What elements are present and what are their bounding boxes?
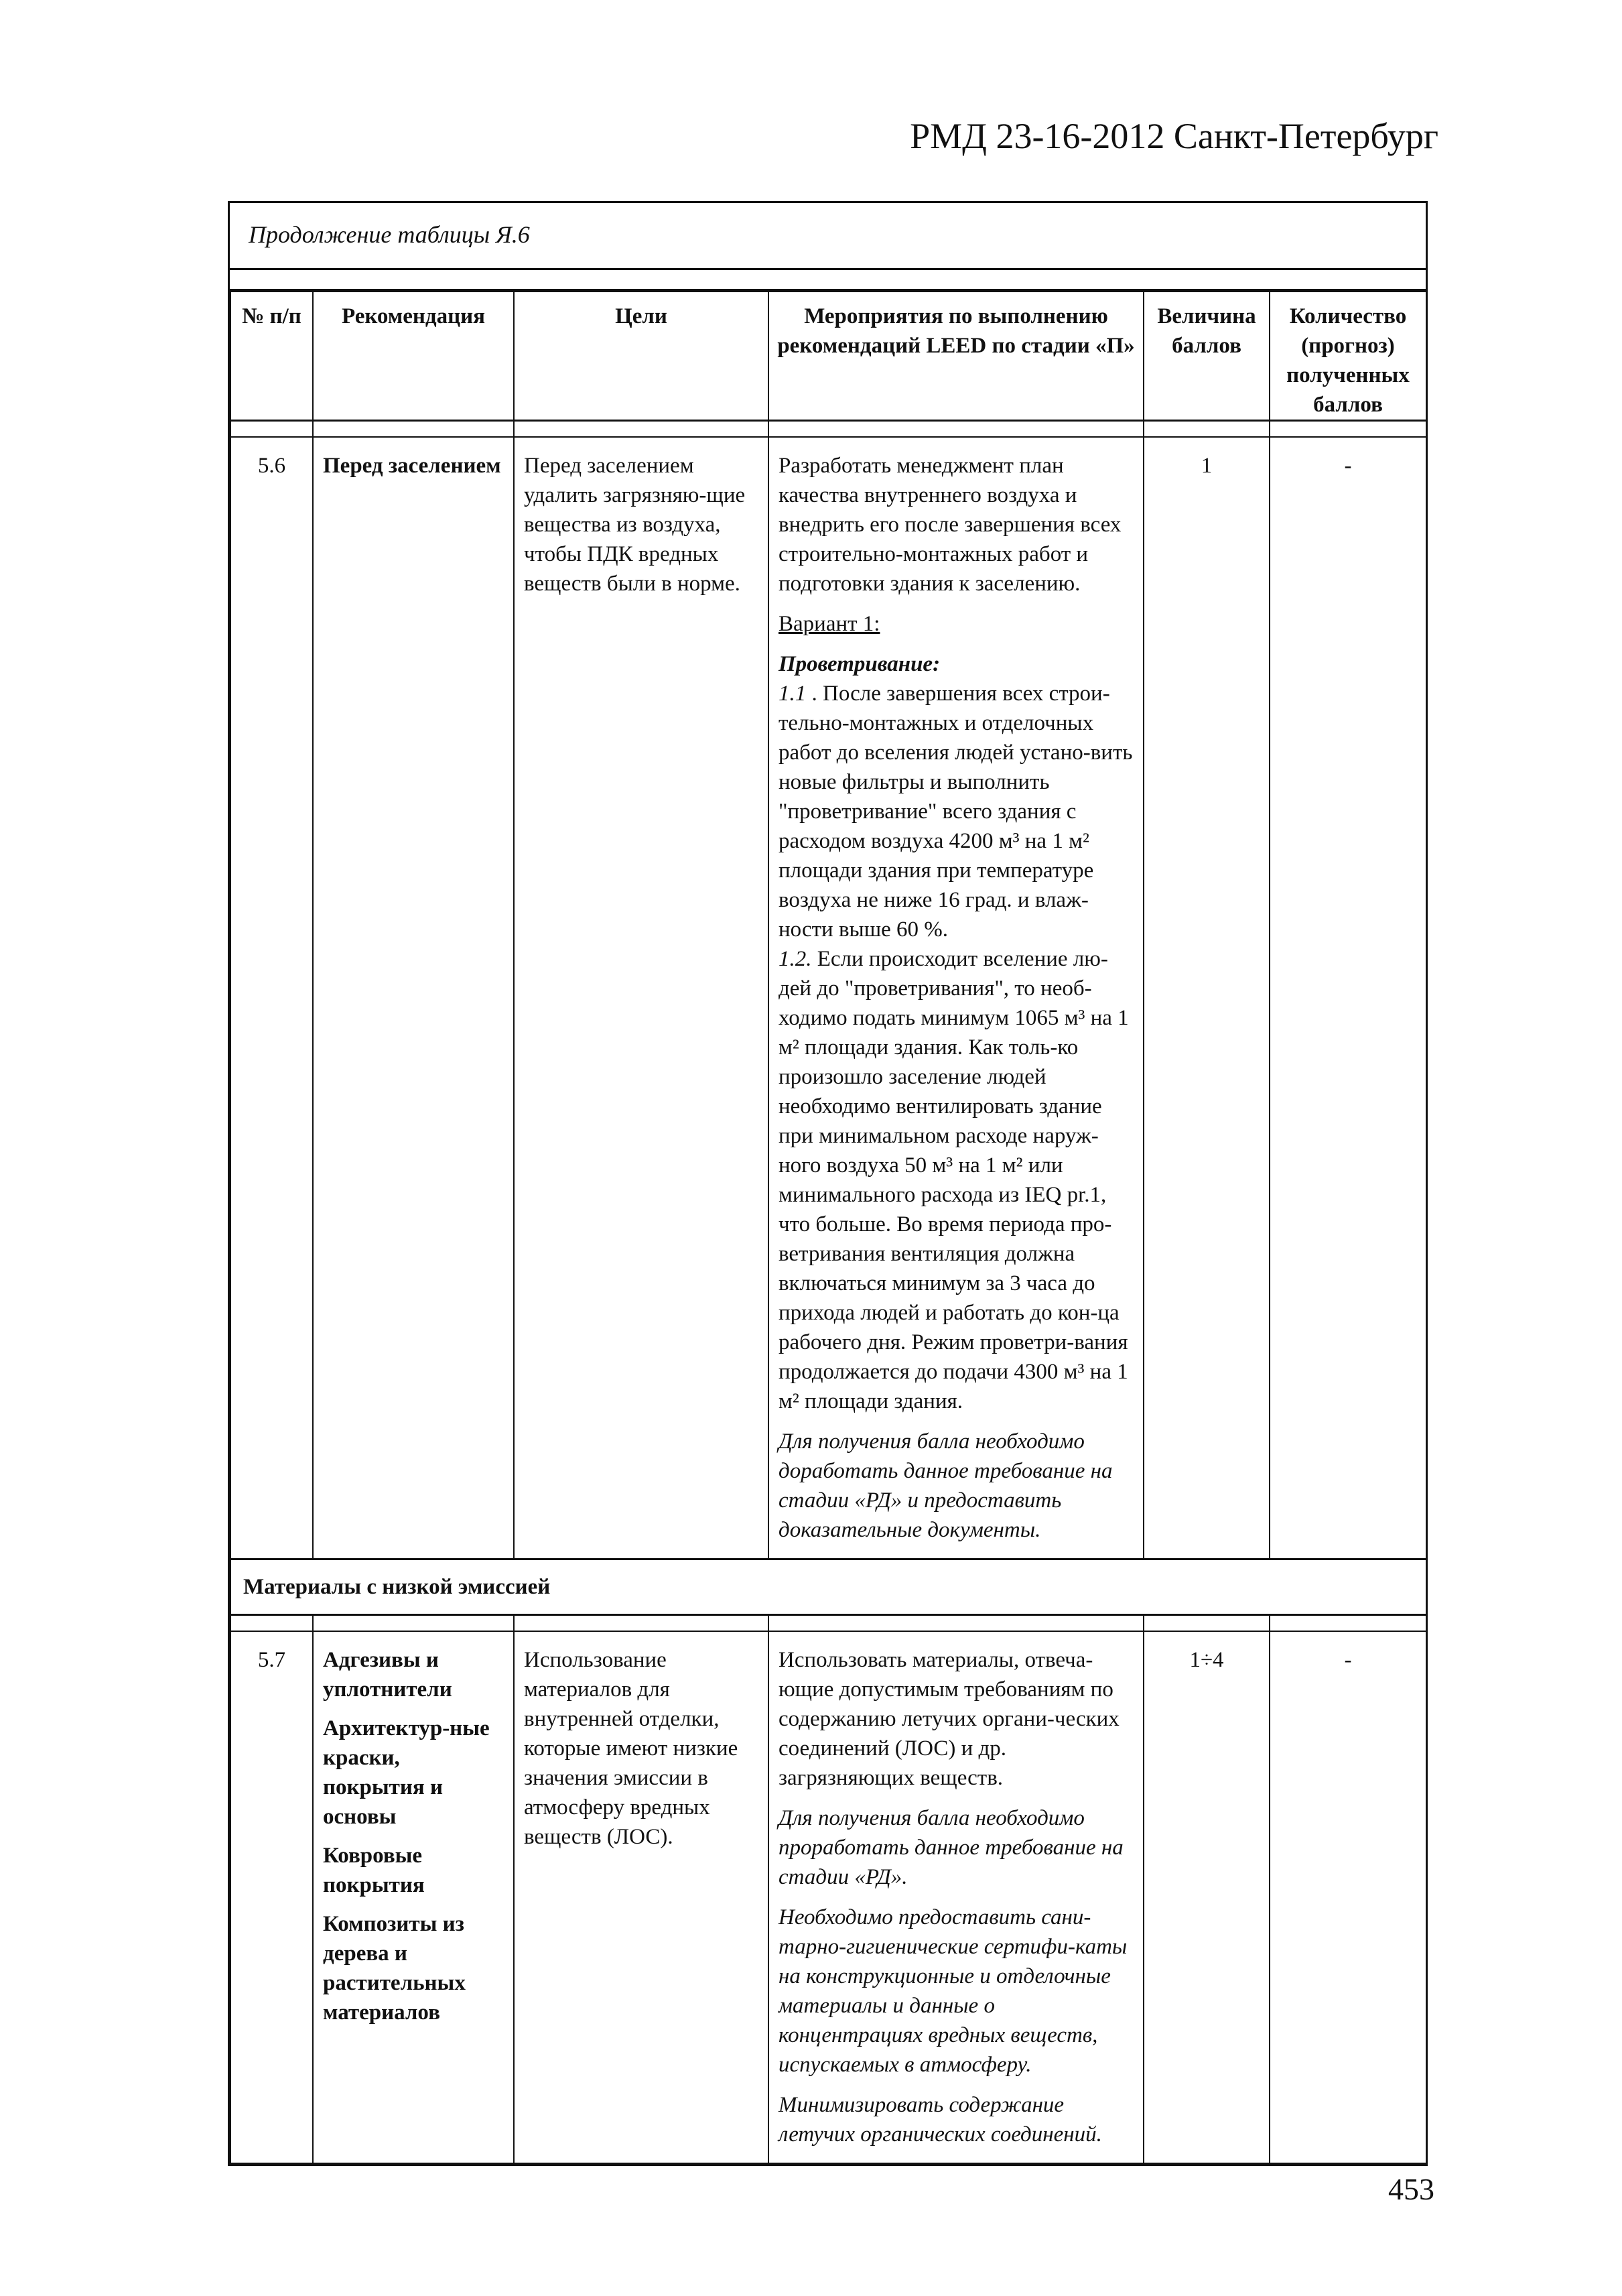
row-number: 5.6: [230, 437, 313, 1559]
recommendation-item: Адгезивы и уплотнители: [323, 1648, 452, 1702]
row-points: 1÷4: [1144, 1631, 1270, 2163]
measure-item: . После завершения всех строи-тельно-монтажных и отделочных работ до вселения людей устано-вить новые фильтры и выполнить "проветривание" всего здания с расходом воздуха 4200 м³ на 1 м² площади здания при температуре воздуха не ниже 16 град. и влаж-ности выше 60 %.: [779, 682, 1133, 942]
col-recommendation: Рекомендация: [313, 292, 514, 421]
measure-variant: Вариант 1:: [779, 612, 880, 636]
section-title: Материалы с низкой эмиссией: [230, 1559, 1426, 1615]
recommendation-item: Архитектур-ные краски, покрытия и основы: [323, 1716, 490, 1829]
section-row: [230, 1559, 1426, 1615]
document-header: РМД 23-16-2012 Санкт-Петербург: [910, 116, 1438, 156]
row-points: 1: [1144, 437, 1270, 1559]
col-goals: Цели: [514, 292, 768, 421]
table-body: [230, 291, 1427, 2164]
col-points: Величина баллов: [1144, 292, 1270, 421]
row-goal: Использование материалов для внутренней отделки, которые имеют низкие значения эмиссии в атмосферу вредных веществ (ЛОС).: [514, 1631, 768, 2163]
row-goal: Перед заселением удалить загрязняю-щие вещества из воздуха, чтобы ПДК вредных веществ были в норме.: [514, 437, 768, 1559]
col-number: № п/п: [230, 292, 313, 421]
row-number: 5.7: [230, 1631, 313, 2163]
measure-note: Для получения балла необходимо проработать данное требование на стадии «РД».: [779, 1806, 1124, 1889]
measure-item: Если происходит вселение лю-дей до "проветривания", то необ-ходимо подать минимум 1065 м³ на 1 м² площади здания. Как толь-ко произошло заселение людей необходимо вентилировать здание при минимальном расходе наруж-ного воздуха 50 м³ на 1 м² или минимального расхода из IEQ pr.1, что больше. Во время периода про-ветривания вентиляция должна включаться минимум за 3 часа до прихода людей и работать до кон-ца рабочего дня. Режим проветри-вания продолжается до подачи 4300 м³ на 1 м² площади здания.: [779, 947, 1129, 1413]
item-number: 1.1: [779, 682, 807, 706]
col-measures: Мероприятия по выполнению рекомендаций LEED по стадии «П»: [768, 292, 1144, 421]
measure-note: Минимизировать содержание летучих органических соединений.: [779, 2093, 1102, 2147]
table-caption: Продолжение таблицы Я.6: [230, 203, 1426, 270]
table-row: [230, 1631, 1426, 2163]
measure-note: Необходимо предоставить сани-тарно-гигиенические сертифи-каты на конструкционные и отделочные материалы и данные о концентрациях вредных веществ, испускаемых в атмосферу.: [779, 1905, 1128, 2077]
row-recommendation: Перед заселением: [313, 437, 514, 1559]
row-recommendation: [313, 1631, 514, 2163]
item-number: 1.2.: [779, 947, 812, 971]
table-header-row: [230, 292, 1426, 421]
measure-paragraph: Разработать менеджмент план качества внутреннего воздуха и внедрить его после завершения всех строительно-монтажных работ и подготовки здания к заселению.: [779, 454, 1122, 596]
recommendation-item: Композиты из дерева и растительных материалов: [323, 1912, 466, 2025]
row-measures: [768, 437, 1144, 1559]
caption-spacer: [230, 270, 1426, 291]
section-gap: [230, 1615, 1426, 1632]
header-gap: [230, 421, 1426, 438]
recommendations-table: [228, 201, 1428, 2166]
col-forecast: Количество (прогноз) полученных баллов: [1270, 292, 1426, 421]
measure-note: Для получения балла необходимо доработать данное требование на стадии «РД» и предоставить доказательные документы.: [779, 1429, 1113, 1542]
measure-subtitle: Проветривание:: [779, 652, 941, 676]
page-number: 453: [1388, 2172, 1434, 2206]
row-forecast: -: [1270, 1631, 1426, 2163]
recommendation-item: Ковровые покрытия: [323, 1844, 425, 1897]
row-forecast: -: [1270, 437, 1426, 1559]
row-measures: [768, 1631, 1144, 2163]
measure-paragraph: Использовать материалы, отвеча-ющие допустимым требованиям по содержанию летучих органи-ческих соединений (ЛОС) и др. загрязняющих веществ.: [779, 1648, 1120, 1790]
table-row: [230, 437, 1426, 1559]
